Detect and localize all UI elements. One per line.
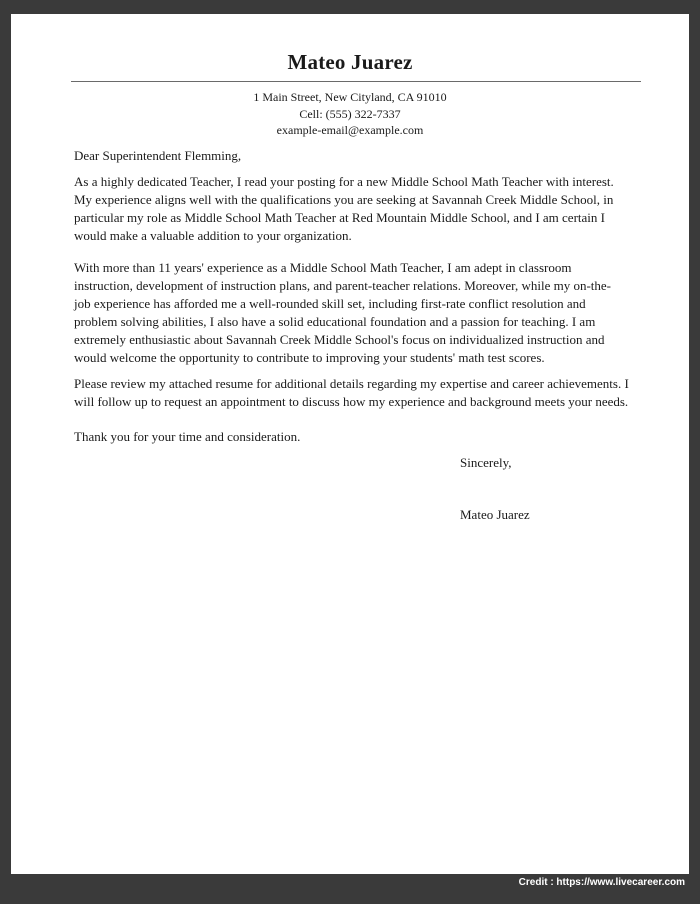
paragraph-line: job experience has afforded me a well-rounded skill set, including first-rate conflict resolution and xyxy=(74,296,586,311)
closing: Sincerely, xyxy=(460,455,512,470)
sender-email: example-email@example.com xyxy=(276,123,424,137)
paragraph-line: instruction, development of instruction plans, and parent-teacher relations. Moreover, while my on-the- xyxy=(74,278,612,293)
paragraph-line: My experience aligns well with the qualifications you are seeking at Savannah Creek Middle School, in xyxy=(74,192,614,207)
sender-phone: Cell: (555) 322-7337 xyxy=(299,107,401,121)
sender-name: Mateo Juarez xyxy=(287,50,413,74)
salutation: Dear Superintendent Flemming, xyxy=(74,148,242,163)
paragraph-line: extremely enthusiastic about Savannah Creek Middle School's focus on individualized instruction and xyxy=(74,332,605,347)
body-paragraph-4 xyxy=(74,428,634,446)
body-paragraph-2 xyxy=(74,259,634,367)
body-paragraph-3 xyxy=(74,375,634,411)
paragraph-line: As a highly dedicated Teacher, I read your posting for a new Middle School Math Teacher with interest. xyxy=(74,174,614,189)
paragraph-line: problem solving abilities, I also have a solid educational foundation and a passion for teaching. I am xyxy=(74,314,596,329)
letter-page xyxy=(11,14,689,874)
paragraph-line: will follow up to request an appointment to discuss how my experience and background meets your needs. xyxy=(74,394,629,409)
paragraph-line: Please review my attached resume for additional details regarding my expertise and career achievements. I xyxy=(74,376,629,391)
paragraph-line: would welcome the opportunity to contribute to improving your students' math test scores. xyxy=(74,350,545,365)
header-divider xyxy=(71,81,641,82)
paragraph-line: Thank you for your time and consideration. xyxy=(74,429,301,444)
body-paragraph-1 xyxy=(74,173,634,245)
paragraph-line: would make a valuable addition to your organization. xyxy=(74,228,352,243)
paragraph-line: particular my role as Middle School Math Teacher at Red Mountain Middle School, and I am certain I xyxy=(74,210,605,225)
signature-name: Mateo Juarez xyxy=(460,507,530,522)
sender-address: 1 Main Street, New Cityland, CA 91010 xyxy=(253,90,447,104)
paragraph-line: With more than 11 years' experience as a Middle School Math Teacher, I am adept in classroom xyxy=(74,260,572,275)
credit-text: Credit : https://www.livecareer.com xyxy=(518,877,685,888)
